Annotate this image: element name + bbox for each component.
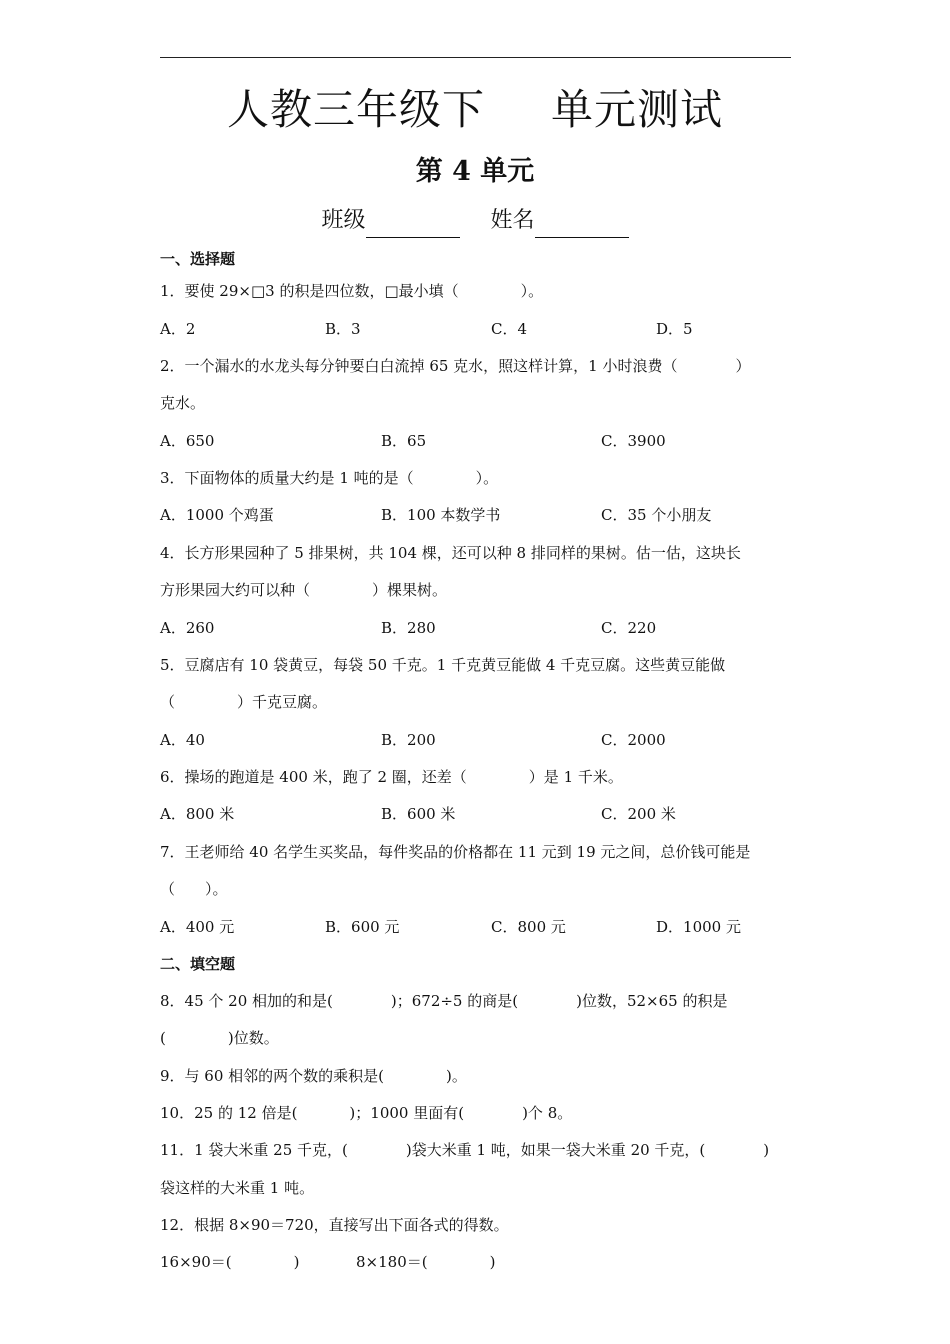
q12-expression-1-text: 16×90＝( [160,1253,232,1271]
question-11-line2: 袋这样的大米重 1 吨。 [160,1179,315,1197]
title-left: 人教三年级下 [226,85,485,134]
question-10-part-b: )；1000 里面有( [349,1104,465,1122]
q1-option-c[interactable]: C．4 [491,320,528,338]
class-label: 班级 [321,208,366,233]
question-8-part-c: )位数，52×65 的积是 [576,992,728,1010]
q12-expression-2-text: 8×180＝( [356,1253,428,1271]
q7-option-b[interactable]: B．600 元 [325,918,400,936]
q12-expression-1 [160,1251,299,1273]
q5-option-a[interactable]: A．40 [160,731,205,749]
question-11-part-b: )袋大米重 1 吨，如果一袋大米重 20 千克，( [405,1141,706,1159]
question-10-part-a: 10．25 的 12 倍是( [160,1104,298,1122]
q1-option-a[interactable]: A．2 [160,320,196,338]
question-2 [160,355,751,377]
q2-option-b[interactable]: B．65 [381,432,427,450]
question-9 [160,1065,467,1087]
q12-expression-2 [356,1251,495,1273]
question-4: 4．长方形果园种了 5 排果树，共 104 棵，还可以种 8 排同样的果树。估一估，这块长 [160,544,741,562]
question-9-part-a: 9．与 60 相邻的两个数的乘积是( [160,1067,385,1085]
q4-option-a[interactable]: A．260 [160,619,215,637]
q12-expression-2-tail: ) [489,1253,496,1271]
class-blank[interactable] [366,211,460,238]
q6-option-c[interactable]: C．200 米 [601,805,676,823]
q3-option-b[interactable]: B．100 本数学书 [381,506,501,524]
question-11-part-c: ) [763,1141,770,1159]
student-info [0,204,950,238]
q5-option-b[interactable]: B．200 [381,731,436,749]
q2-option-c[interactable]: C．3900 [601,432,666,450]
q5-option-c[interactable]: C．2000 [601,731,666,749]
q2-option-a[interactable]: A．650 [160,432,215,450]
q12-expression-1-tail: ) [293,1253,300,1271]
question-1-text: 1．要使 29×□3 的积是四位数，□最小填（ [160,282,459,300]
q1-option-b[interactable]: B．3 [325,320,361,338]
q3-option-a[interactable]: A．1000 个鸡蛋 [160,506,274,524]
question-5: 5．豆腐店有 10 袋黄豆，每袋 50 千克。1 千克黄豆能做 4 千克豆腐。这些黄豆能做 [160,656,726,674]
section-heading-choice: 一、选择题 [160,250,236,268]
question-10 [160,1102,572,1124]
name-label: 姓名 [490,208,535,233]
question-7: 7．王老师给 40 名学生买奖品，每件奖品的价格都在 11 元到 19 元之间，总价钱可能是 [160,843,751,861]
question-8-line2 [160,1027,279,1049]
question-2-tail: ） [735,357,751,375]
question-11 [160,1139,769,1161]
question-3-text: 3．下面物体的质量大约是 1 吨的是（ [160,469,414,487]
q6-option-b[interactable]: B．600 米 [381,805,456,823]
title-right: 单元测试 [551,85,724,134]
question-4-line2 [160,579,447,601]
question-8-part-a: 8．45 个 20 相加的和是( [160,992,333,1010]
q1-option-d[interactable]: D．5 [656,320,693,338]
class-field [321,204,459,238]
question-9-part-b: )。 [446,1067,467,1085]
unit-subtitle: 第 4 单元 [415,156,535,187]
header-rule [160,57,791,58]
question-6 [160,766,623,788]
name-blank[interactable] [535,211,629,238]
q3-option-c[interactable]: C．35 个小朋友 [601,506,712,524]
question-3 [160,467,498,489]
question-8-part-d: ( [160,1029,166,1047]
q4-option-c[interactable]: C．220 [601,619,657,637]
question-8 [160,990,727,1012]
question-1-tail: ）。 [520,282,544,300]
question-8-part-b: )；672÷5 的商是( [390,992,519,1010]
question-3-tail: ）。 [475,469,499,487]
q6-option-a[interactable]: A．800 米 [160,805,235,823]
question-7-text: （ [160,880,176,898]
page-title [0,82,950,138]
name-field [491,204,629,238]
question-10-part-c: )个 8。 [522,1104,573,1122]
question-1 [160,280,543,302]
question-2-line2: 克水。 [160,394,206,412]
question-5-tail: ）千克豆腐。 [237,693,328,711]
q4-option-b[interactable]: B．280 [381,619,436,637]
q7-option-c[interactable]: C．800 元 [491,918,566,936]
question-7-tail: ）。 [205,880,228,898]
section-heading-fill: 二、填空题 [160,955,236,973]
question-4-text: 方形果园大约可以种（ [160,581,311,599]
question-6-text: 6．操场的跑道是 400 米，跑了 2 圈，还差（ [160,768,467,786]
q7-option-a[interactable]: A．400 元 [160,918,235,936]
question-6-tail: ）是 1 千米。 [528,768,623,786]
question-2-text: 2．一个漏水的水龙头每分钟要白白流掉 65 克水，照这样计算，1 小时浪费（ [160,357,678,375]
question-5-line2 [160,691,327,713]
question-5-text: （ [160,693,176,711]
q7-option-d[interactable]: D．1000 元 [656,918,741,936]
question-12: 12．根据 8×90＝720，直接写出下面各式的得数。 [160,1216,509,1234]
question-7-line2 [160,878,228,900]
question-11-part-a: 11．1 袋大米重 25 千克，( [160,1141,348,1159]
question-8-part-e: )位数。 [227,1029,279,1047]
question-4-tail: ）棵果树。 [372,581,448,599]
